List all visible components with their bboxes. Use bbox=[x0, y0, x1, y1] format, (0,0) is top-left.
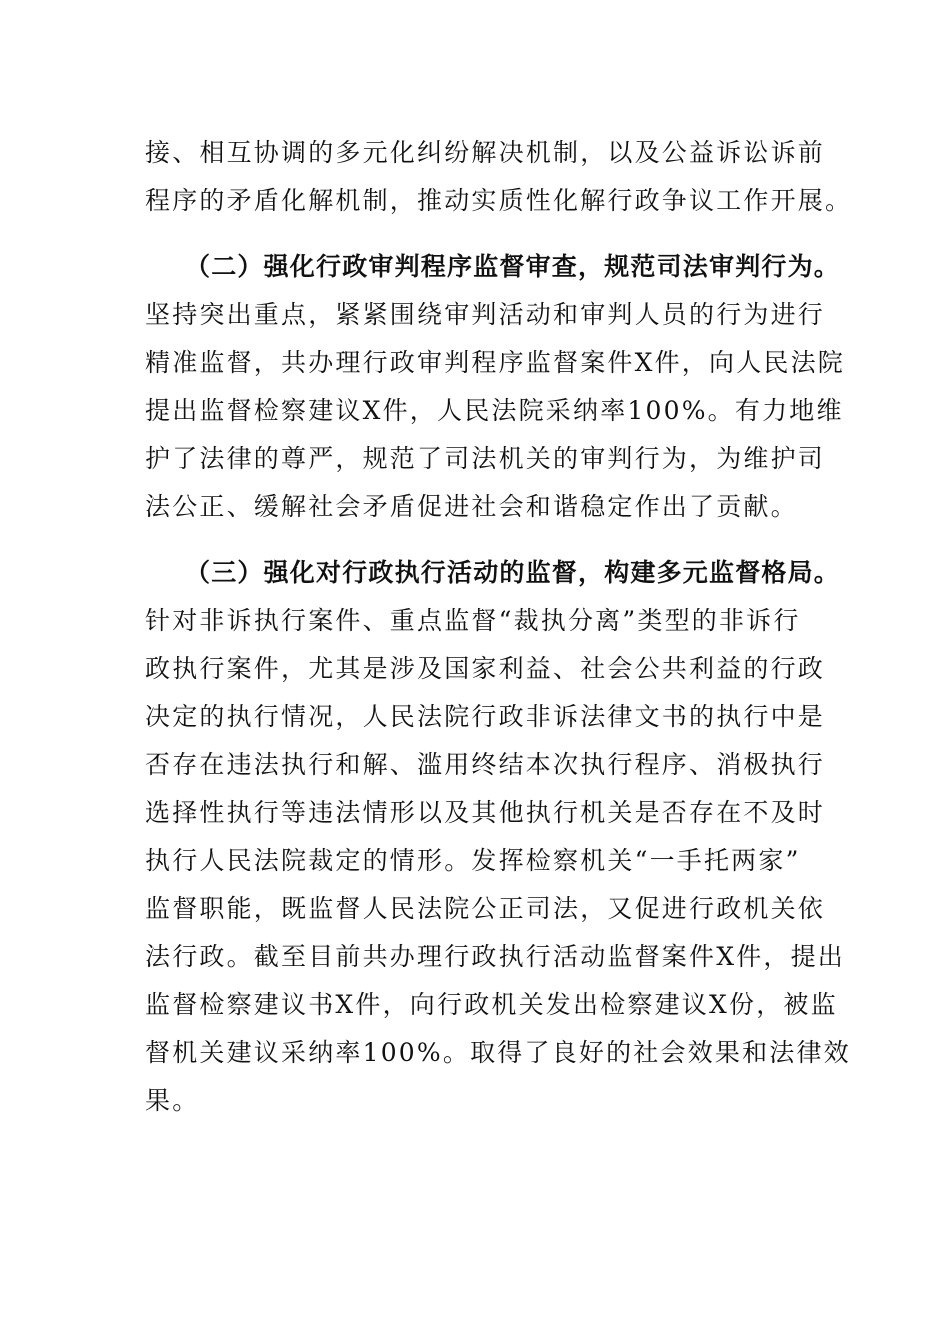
paragraph-gap bbox=[145, 225, 825, 243]
text-line: 监督职能，既监督人民法院公正司法，又促进行政机关依 bbox=[145, 894, 826, 923]
section-heading: （二）强化行政审判程序监督审查，规范司法审判行为。 bbox=[185, 252, 841, 281]
text-line: 督机关建议采纳率100%。取得了良好的社会效果和法律效 bbox=[145, 1038, 851, 1067]
text-line: 提出监督检察建议X件，人民法院采纳率100%。有力地维 bbox=[145, 396, 844, 425]
text-line: 政执行案件，尤其是涉及国家利益、社会公共利益的行政 bbox=[145, 654, 826, 683]
section-heading: （三）强化对行政执行活动的监督，构建多元监督格局。 bbox=[185, 558, 841, 587]
paragraph-gap bbox=[145, 531, 825, 549]
section-two bbox=[145, 243, 846, 531]
text-line: 执行人民法院裁定的情形。发挥检察机关“一手托两家” bbox=[145, 846, 801, 875]
text-line: 法行政。截至目前共办理行政执行活动监督案件X件，提出 bbox=[145, 942, 846, 971]
text-line: 监督检察建议书X件，向行政机关发出检察建议X份，被监 bbox=[145, 990, 838, 1019]
text-line: 决定的执行情况，人民法院行政非诉法律文书的执行中是 bbox=[145, 702, 826, 731]
section-three bbox=[145, 549, 851, 1125]
document-page bbox=[145, 129, 853, 1125]
text-line: 程序的矛盾化解机制，推动实质性化解行政争议工作开展。 bbox=[145, 186, 853, 215]
text-line: 否存在违法执行和解、滥用终结本次执行程序、消极执行 bbox=[145, 750, 826, 779]
text-line: 法公正、缓解社会矛盾促进社会和谐稳定作出了贡献。 bbox=[145, 492, 798, 521]
text-line: 精准监督，共办理行政审判程序监督案件X件，向人民法院 bbox=[145, 348, 846, 377]
text-line: 护了法律的尊严，规范了司法机关的审判行为，为维护司 bbox=[145, 444, 826, 473]
text-line: 坚持突出重点，紧紧围绕审判活动和审判人员的行为进行 bbox=[145, 300, 826, 329]
text-line: 针对非诉执行案件、重点监督“裁执分离”类型的非诉行 bbox=[145, 606, 801, 635]
text-line: 果。 bbox=[145, 1086, 200, 1115]
paragraph-intro bbox=[145, 129, 853, 225]
text-line: 选择性执行等违法情形以及其他执行机关是否存在不及时 bbox=[145, 798, 826, 827]
text-line: 接、相互协调的多元化纠纷解决机制，以及公益诉讼诉前 bbox=[145, 138, 826, 167]
